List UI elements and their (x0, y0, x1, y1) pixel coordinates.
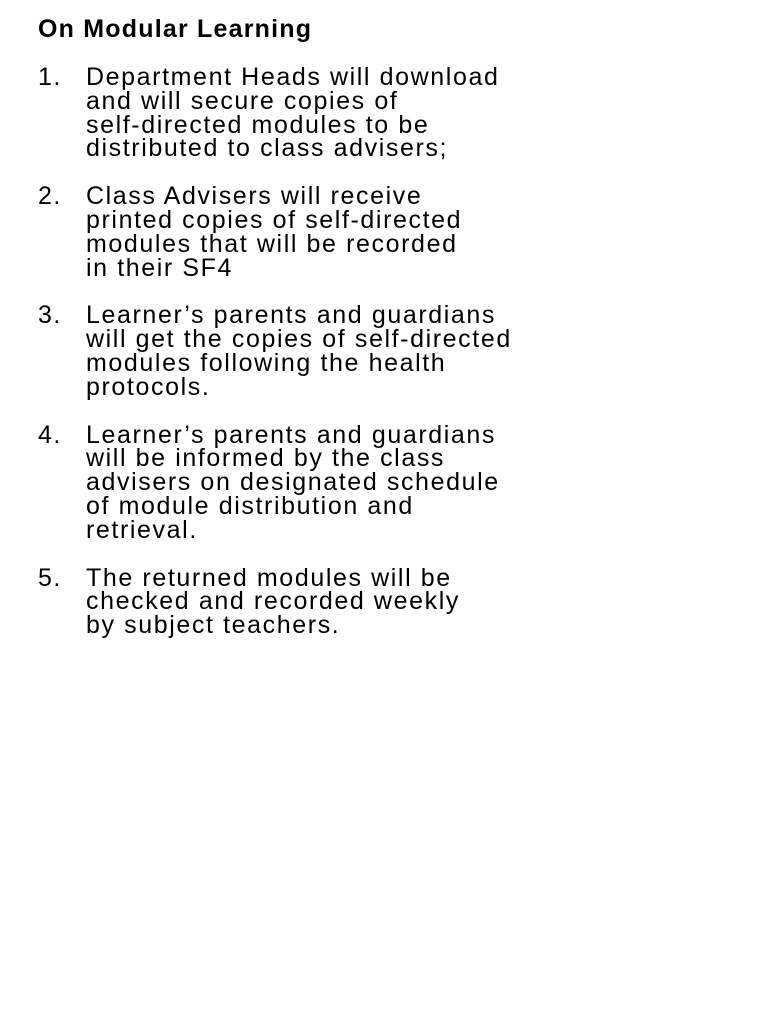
list-item-number: 3. (38, 301, 62, 330)
list-item-text: Learner’s parents and guardians will get the copies of self-directed modules following the health protocols. (86, 301, 512, 401)
list-item-number: 5. (38, 563, 62, 592)
list-item-text: The returned modules will be checked and recorded weekly by subject teachers. (86, 563, 460, 640)
list-item-number: 2. (38, 182, 62, 211)
list-item (38, 420, 738, 544)
list-item-number: 1. (38, 63, 62, 91)
list-item-text: Learner’s parents and guardians will be informed by the class advisers on designated schedule of module distribution and retrieval. (86, 420, 500, 544)
document-title: On Modular Learning (38, 15, 313, 43)
list-item (38, 301, 738, 401)
list-item-text: Class Advisers will receive printed copies of self-directed modules that will be recorded in their SF4 (86, 182, 463, 282)
list-item (38, 63, 738, 163)
list-item-text: Department Heads will download and will secure copies of self-directed modules to be distributed to class advisers; (86, 63, 500, 163)
list-item (38, 182, 738, 282)
numbered-list (38, 63, 738, 640)
list-item-number: 4. (38, 420, 62, 449)
document (38, 12, 738, 662)
list-item (38, 563, 738, 640)
